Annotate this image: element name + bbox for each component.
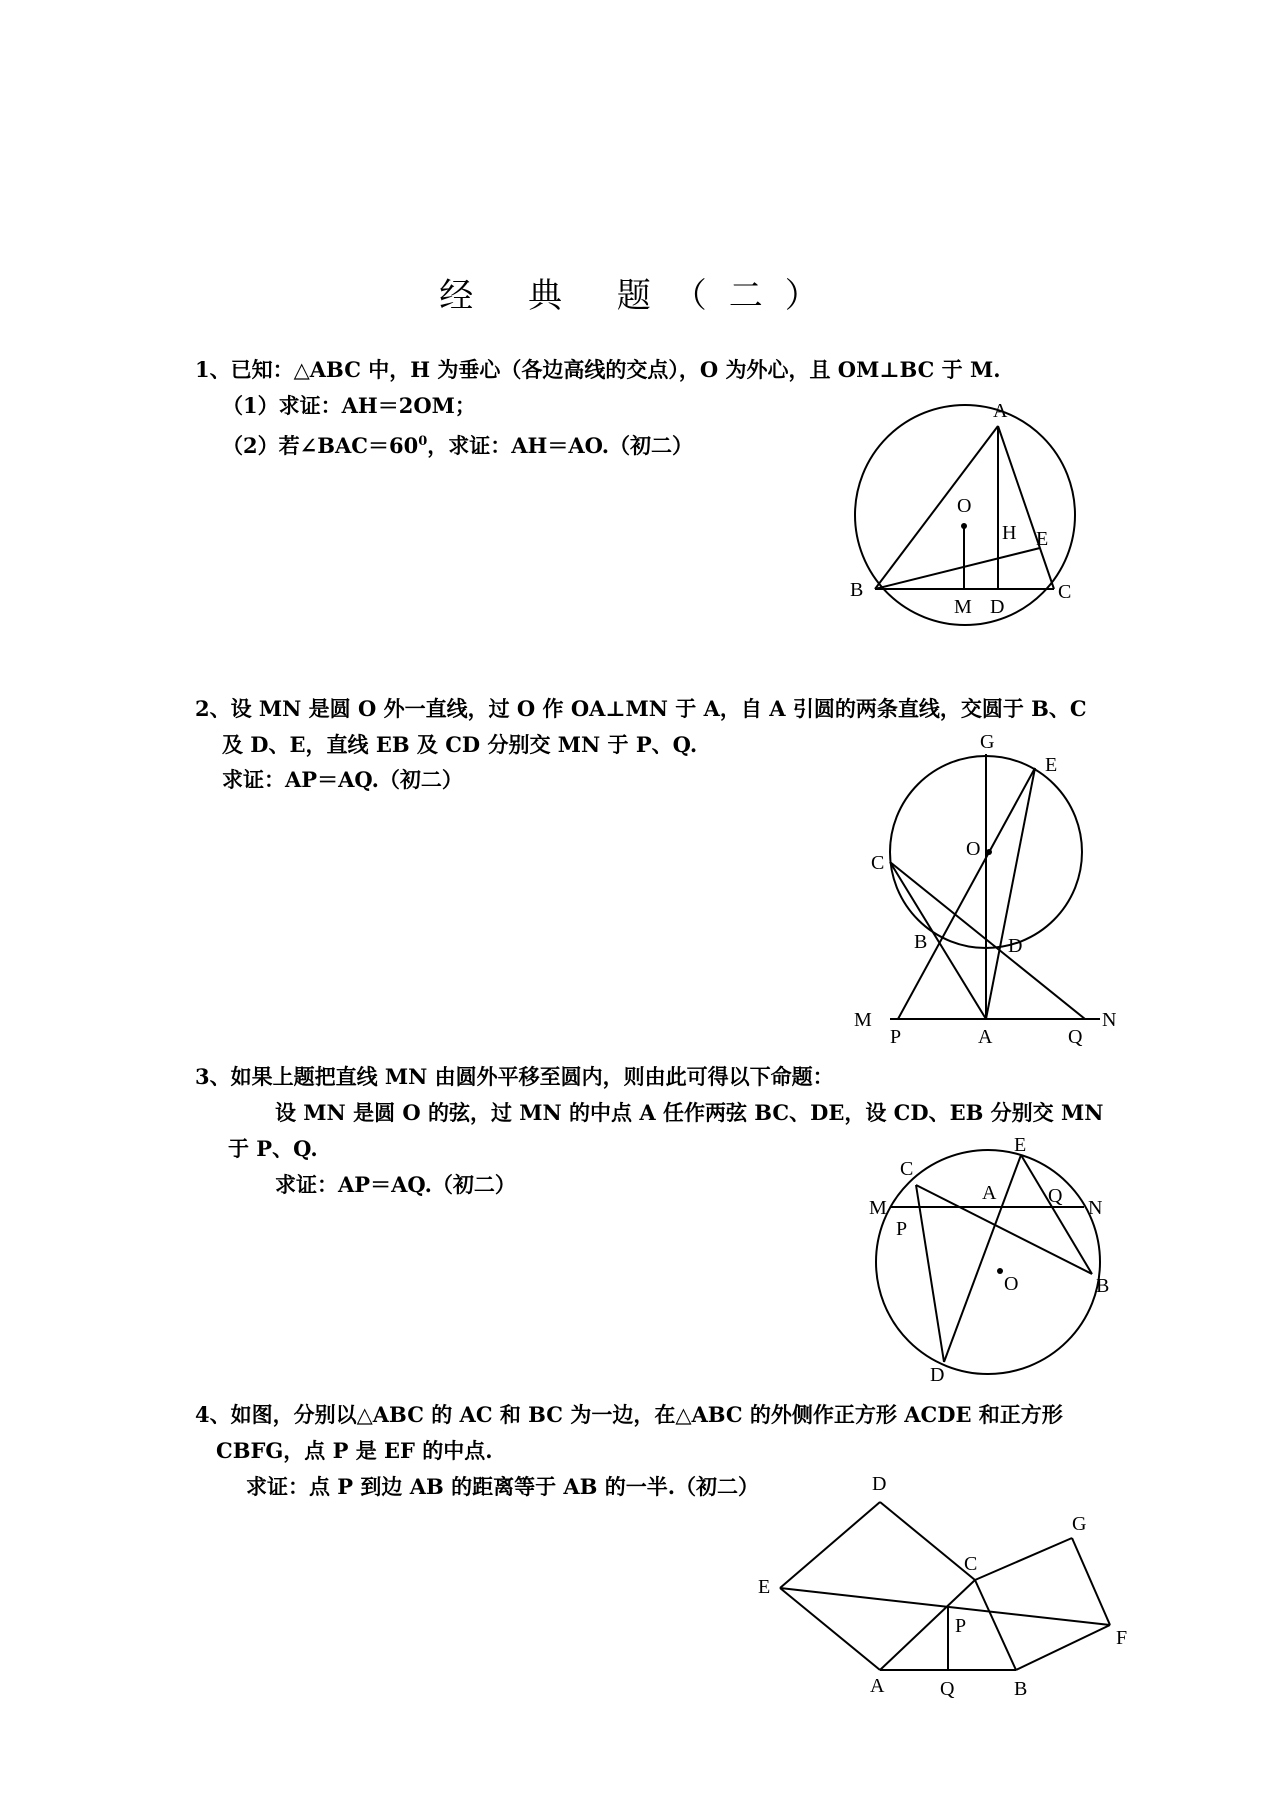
label-c-3: C (900, 1158, 914, 1180)
label-q-4: Q (940, 1678, 955, 1700)
label-b-4: B (1014, 1678, 1028, 1700)
point-o-2 (986, 849, 992, 855)
label-q-2: Q (1068, 1026, 1083, 1048)
label-b-2: B (914, 931, 928, 953)
label-e-4: E (758, 1576, 771, 1598)
problem-3-statement-cont: 设 MN 是圆 O 的弦，过 MN 的中点 A 任作两弦 BC、DE，设 CD、EB 分别交 MN (275, 1100, 1104, 1125)
side-cb (975, 1580, 1016, 1670)
label-d-2: D (1008, 935, 1023, 957)
problem-1-statement: 1、已知：△ABC 中，H 为垂心（各边高线的交点），O 为外心，且 OM⊥BC 于 M. (195, 357, 1001, 382)
side-cg (975, 1538, 1072, 1580)
label-m: M (954, 596, 972, 618)
side-ab (875, 426, 998, 589)
label-b: B (850, 579, 864, 601)
problem-2-figure (840, 730, 1140, 1050)
label-d: D (990, 596, 1005, 618)
problem-1-part-1: （1）求证：AH＝2OM； (222, 393, 476, 418)
label-o-2: O (966, 838, 981, 860)
label-d-4: D (872, 1473, 887, 1495)
problem-3-prove: 求证：AP＝AQ.（初二） (275, 1172, 516, 1197)
label-h: H (1002, 522, 1017, 544)
problem-1-figure (830, 390, 1100, 640)
label-o: O (957, 495, 972, 517)
label-c-4: C (964, 1553, 978, 1575)
problem-4-figure (750, 1470, 1150, 1730)
label-m-3: M (869, 1197, 887, 1219)
label-c: C (1058, 581, 1072, 603)
segment-ef (780, 1588, 1110, 1625)
label-e-2: E (1045, 754, 1058, 776)
label-a-2: A (978, 1026, 993, 1048)
point-o-3 (997, 1268, 1003, 1274)
line-ea (986, 768, 1035, 1019)
label-n-2: N (1102, 1009, 1117, 1031)
problem-3-statement-end: 于 P、Q. (228, 1136, 318, 1161)
label-p-2: P (890, 1026, 902, 1048)
label-a-3: A (982, 1182, 997, 1204)
problem-1-part-2 (222, 427, 693, 461)
label-f-4: F (1116, 1627, 1128, 1649)
label-o-3: O (1004, 1273, 1019, 1295)
side-fb (1016, 1625, 1110, 1670)
label-p-3: P (896, 1218, 908, 1240)
label-e: E (1036, 528, 1049, 550)
label-q-3: Q (1048, 1185, 1063, 1207)
side-ac (998, 426, 1054, 589)
side-gf (1072, 1538, 1110, 1625)
altitude-be (875, 548, 1040, 589)
label-m-2: M (854, 1009, 872, 1031)
label-c-2: C (871, 852, 885, 874)
problem-4-prove: 求证：点 P 到边 AB 的距离等于 AB 的一半.（初二） (246, 1474, 760, 1499)
label-g: G (980, 731, 995, 753)
side-ea (780, 1588, 880, 1670)
problem-3-statement: 3、如果上题把直线 MN 由圆外平移至圆内，则由此可得以下命题： (195, 1064, 834, 1089)
line-cd (916, 1185, 944, 1362)
problem-3-figure (860, 1134, 1130, 1386)
side-de (780, 1502, 880, 1588)
label-g-4: G (1072, 1513, 1087, 1535)
problem-1-part-2-rest: ，求证：AH＝AO.（初二） (427, 433, 694, 458)
label-e-3: E (1014, 1134, 1027, 1156)
problem-4-statement: 4、如图，分别以△ABC 的 AC 和 BC 为一边，在△ABC 的外侧作正方形 ACDE 和正方形 (195, 1402, 1063, 1427)
label-a-4: A (870, 1675, 885, 1697)
problem-2-statement-cont: 及 D、E，直线 EB 及 CD 分别交 MN 于 P、Q. (222, 732, 698, 757)
problem-1-part-2-text: （2）若∠BAC＝60 (222, 433, 419, 458)
degree-superscript: 0 (418, 434, 428, 449)
problem-4-statement-cont: CBFG，点 P 是 EF 的中点. (216, 1438, 493, 1463)
label-b-3: B (1096, 1275, 1110, 1297)
point-o (961, 523, 967, 529)
problem-2-prove: 求证：AP＝AQ.（初二） (222, 767, 463, 792)
label-n-3: N (1088, 1197, 1103, 1219)
label-p-4: P (955, 1615, 967, 1637)
line-ep (898, 768, 1035, 1019)
label-a: A (993, 400, 1008, 422)
page-title: 经 典 题（二） (439, 276, 841, 316)
problem-2-statement: 2、设 MN 是圆 O 外一直线，过 O 作 OA⊥MN 于 A，自 A 引圆的两条直线，交圆于 B、C (195, 696, 1087, 721)
label-d-3: D (930, 1364, 945, 1386)
side-dc (880, 1502, 978, 1580)
